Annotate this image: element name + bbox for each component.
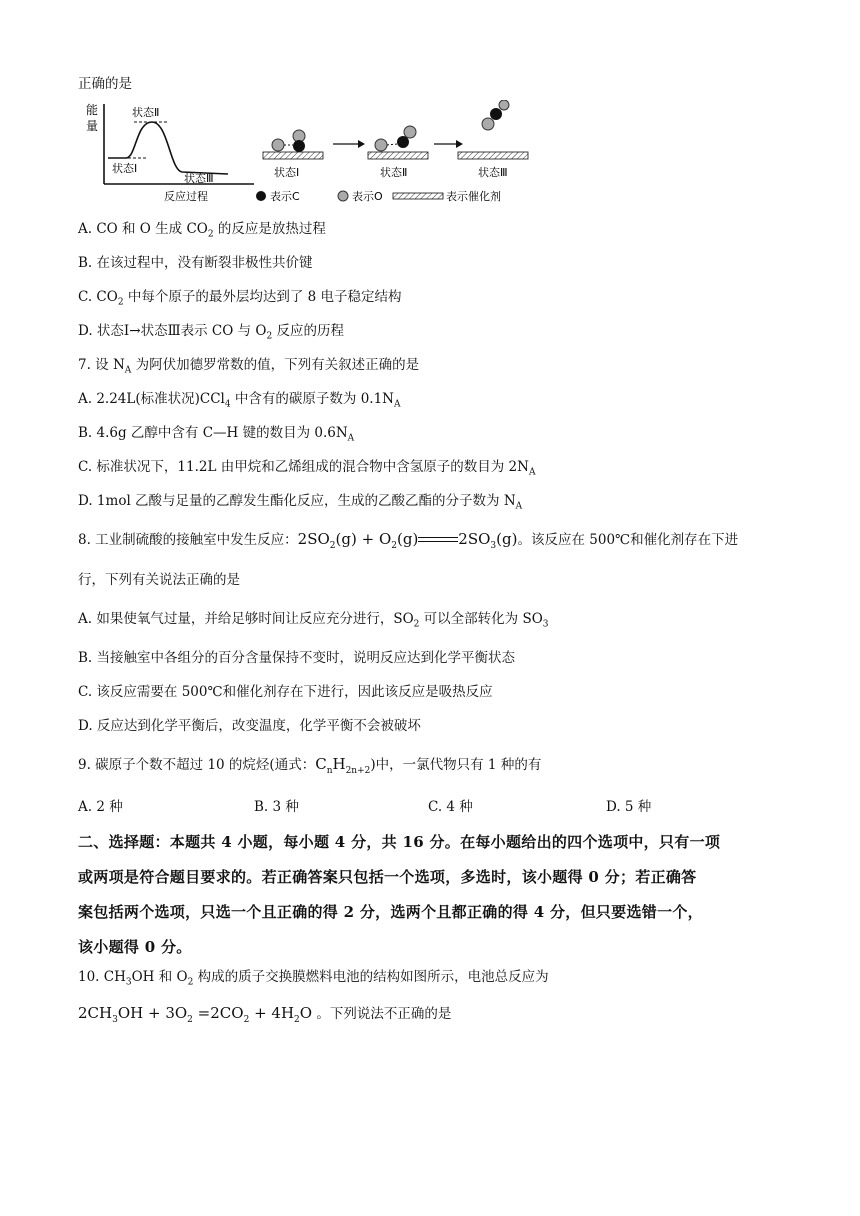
- q8-option-a: A. 如果使氧气过量，并给足够时间让反应充分进行，$SO_2$ 可以全部转化为 $SO_3$: [78, 611, 549, 630]
- state2-label: 状态Ⅱ: [132, 106, 160, 119]
- arrow-1: [358, 140, 365, 148]
- q7-option-c: C. 标准状况下，11.2L 由甲烷和乙烯组成的混合物中含氢原子的数目为 $2N_A$: [78, 459, 536, 478]
- c-atom-1: [293, 140, 305, 152]
- q9-option-a: A. 2 种: [78, 799, 123, 815]
- legend-o-icon: [338, 191, 348, 201]
- legend-c-icon: [256, 191, 266, 201]
- q7-option-b: B. 4.6g 乙醇中含有 C—H 键的数目为 $0.6N_A$: [78, 425, 355, 444]
- state3-label: 状态Ⅲ: [184, 172, 214, 185]
- q8-option-d: D. 反应达到化学平衡后，改变温度，化学平衡不会被破坏: [78, 718, 421, 734]
- q10-stem-line2: $2CH_3OH + 3O_2 =2CO_2 + 4H_2O$ 。下列说法不正确的是: [78, 1004, 452, 1025]
- q10-stem-line1: 10. $CH_3OH$ 和 $O_2$ 构成的质子交换膜燃料电池的结构如图所示，电池总反应为: [78, 969, 549, 988]
- q9-stem: 9. 碳原子个数不超过 10 的烷烃(通式：$C_nH_{2n+2}$)中，一氯代物只有 1 种的有: [78, 755, 542, 776]
- legend-catalyst-label: 表示催化剂: [446, 190, 501, 203]
- legend-o-label: 表示O: [352, 190, 383, 203]
- intro-text: 正确的是: [78, 76, 132, 92]
- q9-option-d: D. 5 种: [606, 799, 652, 815]
- q8-stem-line1: 8. 工业制硫酸的接触室中发生反应：$2SO_2(g) + O_2(g)$ $2SO_3(g)$。该反应在 500℃和催化剂存在下进: [78, 530, 739, 551]
- q9-option-b: B. 3 种: [254, 799, 299, 815]
- q6-option-c: C. $CO_2$ 中每个原子的最外层均达到了 8 电子稳定结构: [78, 289, 402, 308]
- q7-stem: 7. 设 $N_A$ 为阿伏加德罗常数的值，下列有关叙述正确的是: [78, 357, 420, 376]
- c-atom-3: [490, 108, 502, 120]
- q7-option-d: D. 1mol 乙酸与足量的乙醇发生酯化反应，生成的乙酸乙酯的分子数为 $N_A$: [78, 493, 523, 512]
- legend-catalyst-icon: [393, 193, 443, 199]
- section2-line3: 案包括两个选项，只选一个且正确的得 2 分，选两个且都正确的得 4 分，但只要选错一个，: [78, 903, 703, 921]
- q8-option-b: B. 当接触室中各组分的百分含量保持不变时，说明反应达到化学平衡状态: [78, 650, 516, 666]
- arrow-2: [456, 140, 463, 148]
- q8-stem-line2: 行，下列有关说法正确的是: [78, 572, 240, 588]
- catalyst-surface-3: [458, 152, 528, 159]
- section2-line2: 或两项是符合题目要求的。若正确答案只包括一个选项，多选时，该小题得 0 分；若正确答: [78, 868, 697, 886]
- catalyst-surface-2: [368, 152, 428, 159]
- section2-line1: 二、选择题：本题共 4 小题，每小题 4 分，共 16 分。在每小题给出的四个选项中，只有一项: [78, 833, 721, 851]
- y-axis-label-2: 量: [86, 119, 99, 133]
- q8-equation: $2SO_2(g) + O_2(g)$ $2SO_3(g)$: [297, 530, 518, 551]
- q8-option-c: C. 该反应需要在 500℃和催化剂存在下进行，因此该反应是吸热反应: [78, 684, 493, 700]
- state1-figure-label: 状态Ⅰ: [274, 166, 300, 179]
- q6-option-d: D. 状态Ⅰ→状态Ⅲ表示 CO 与 $O_2$ 反应的历程: [78, 323, 344, 342]
- q10-equation: $2CH_3OH + 3O_2 =2CO_2 + 4H_2O$: [78, 1004, 313, 1025]
- q9-option-c: C. 4 种: [428, 799, 473, 815]
- reaction-energy-figure: [78, 100, 558, 212]
- state3-figure-label: 状态Ⅲ: [478, 166, 508, 179]
- legend-c-label: 表示C: [270, 190, 300, 203]
- o-atom-3a: [482, 118, 494, 130]
- q6-option-b: B. 在该过程中，没有断裂非极性共价键: [78, 255, 313, 271]
- section2-line4: 该小题得 0 分。: [78, 938, 192, 956]
- reversible-arrow-icon: [418, 535, 458, 545]
- catalyst-surface-1: [263, 152, 323, 159]
- state2-figure-label: 状态Ⅱ: [380, 166, 408, 179]
- o-atom-2b: [404, 126, 416, 138]
- alkane-formula: $C_nH_{2n+2}$: [315, 755, 371, 776]
- o-atom-2: [375, 139, 387, 151]
- x-axis-label: 反应过程: [164, 190, 208, 203]
- q6-option-a: A. CO 和 O 生成 $CO_2$ 的反应是放热过程: [78, 221, 326, 240]
- o-atom-1: [272, 139, 284, 151]
- o-atom-3b: [499, 100, 509, 110]
- state1-label: 状态Ⅰ: [112, 162, 138, 175]
- y-axis-label-1: 能: [86, 103, 99, 117]
- q7-option-a: A. 2.24L(标准状况)CCl$_4$ 中含有的碳原子数为 $0.1N_A$: [78, 391, 401, 410]
